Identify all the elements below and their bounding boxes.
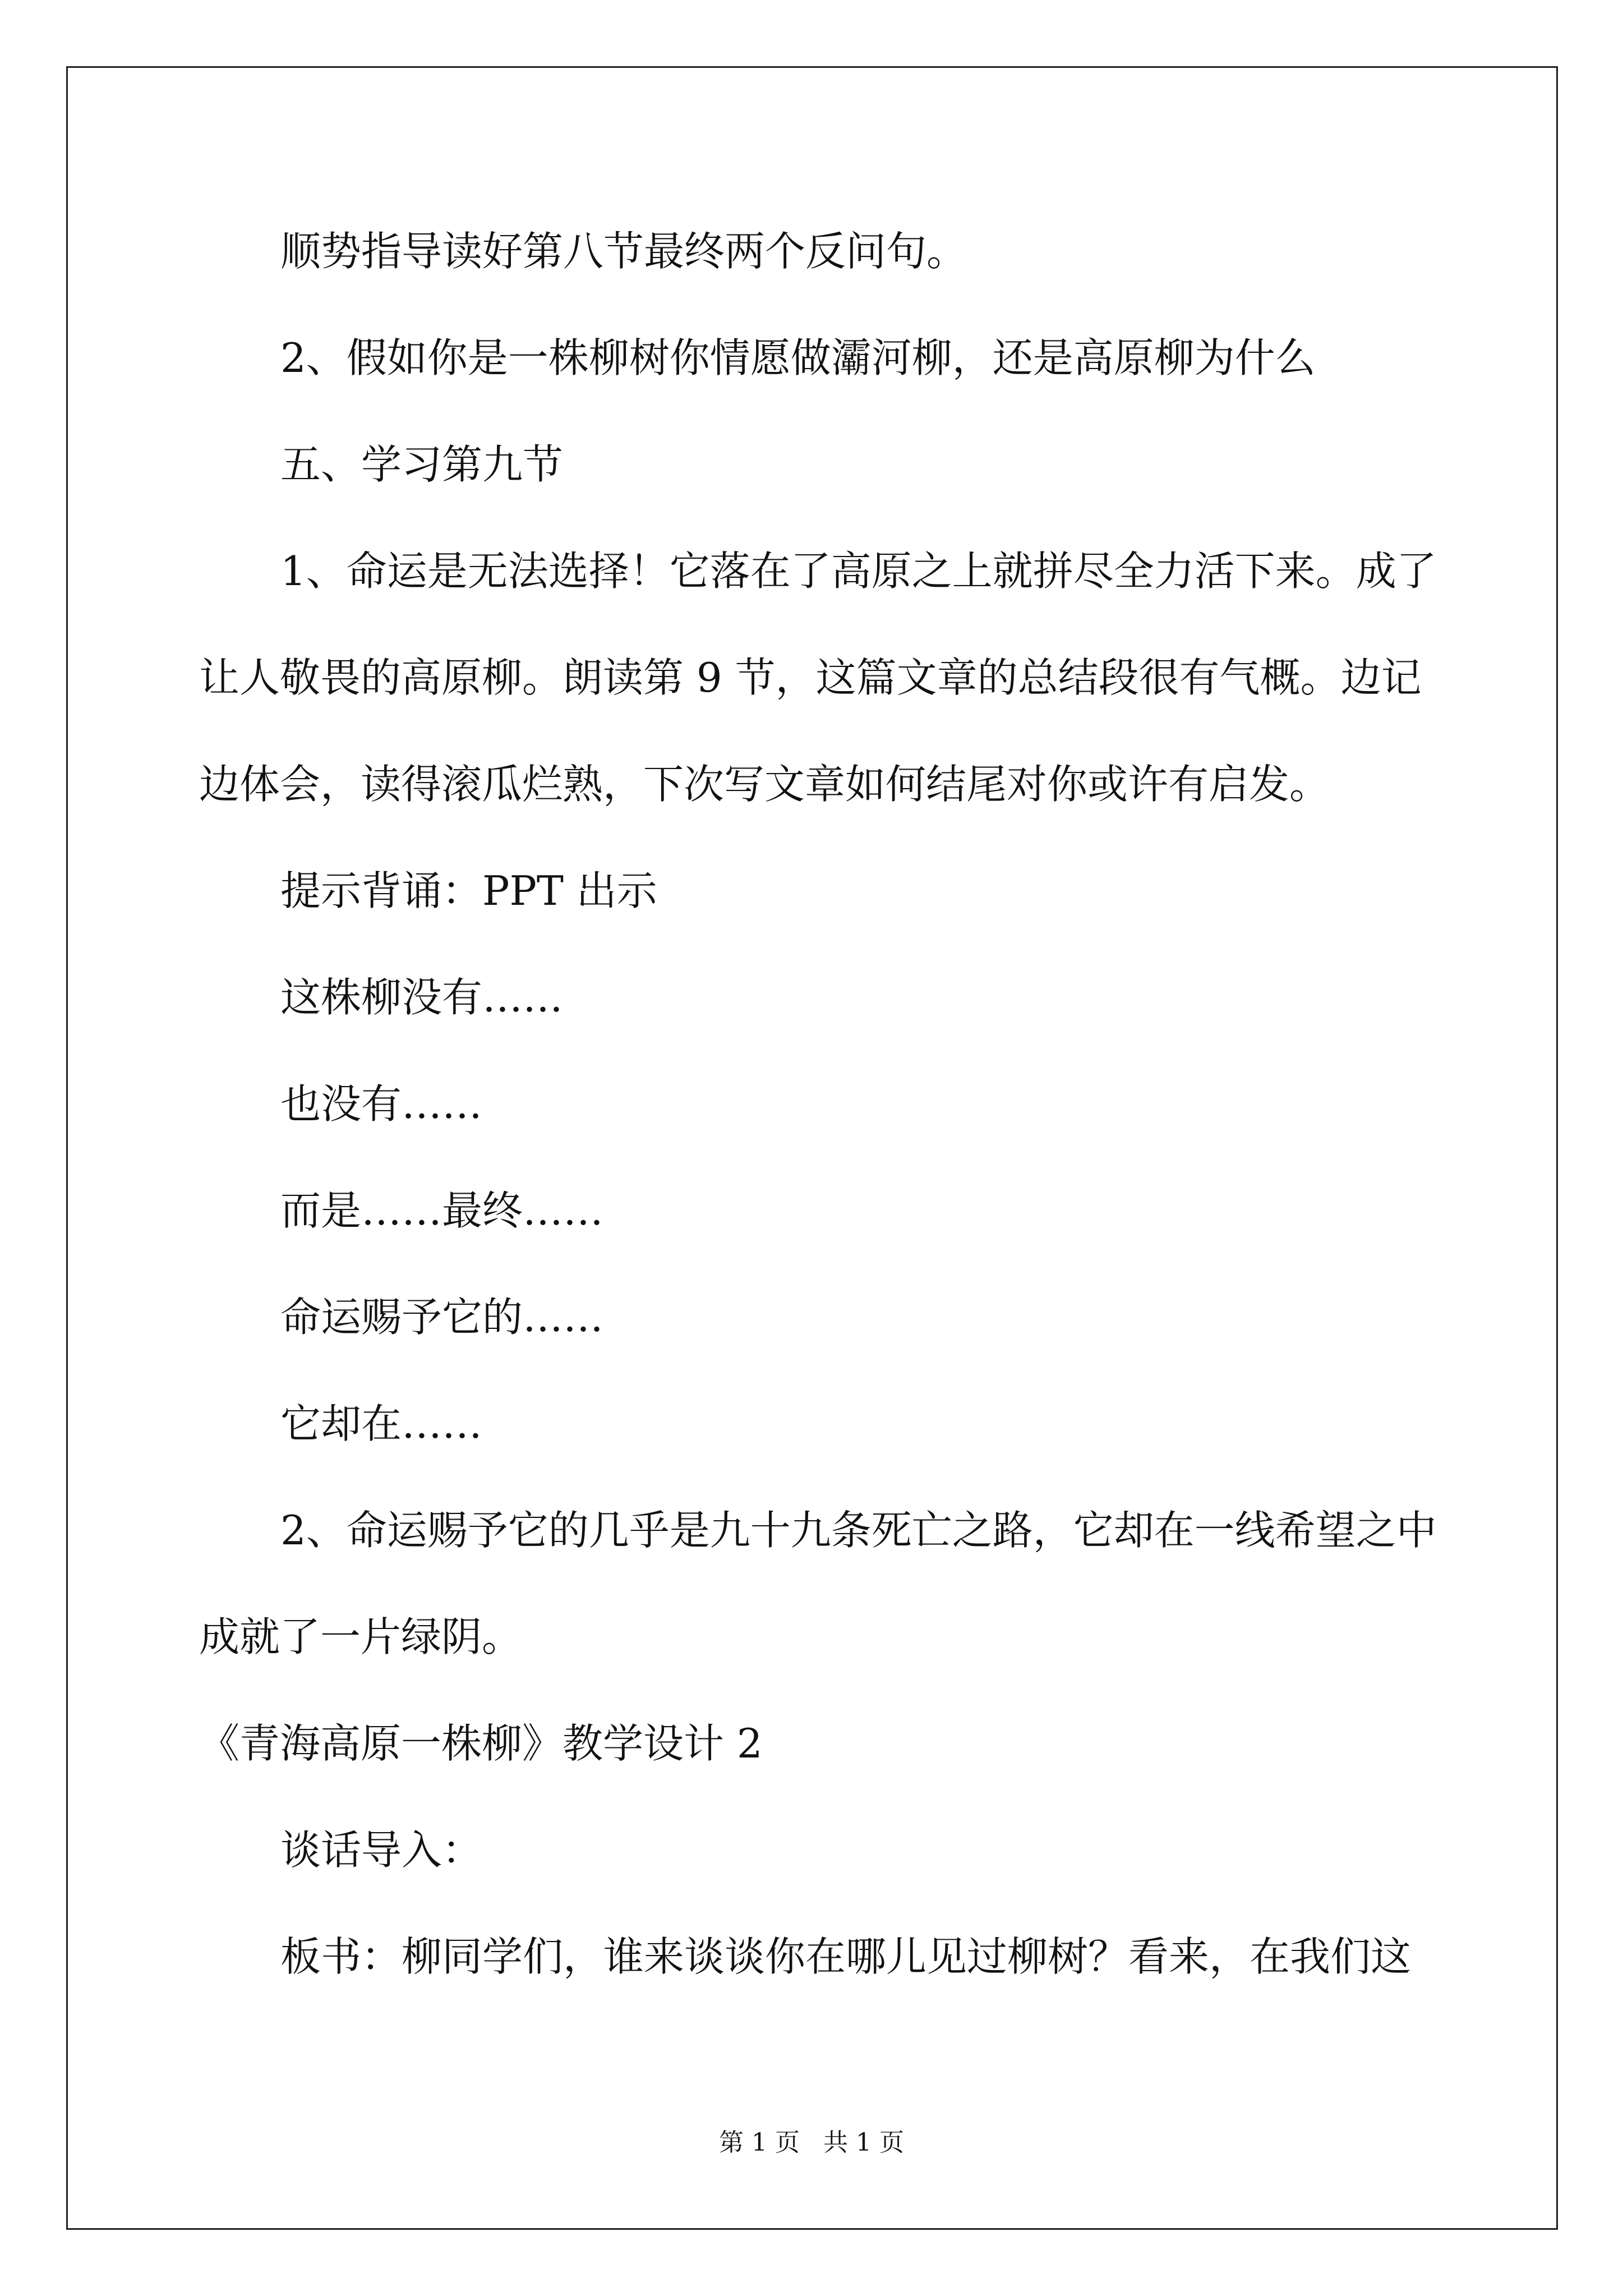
paragraph-line: 让人敬畏的高原柳。朗读第 9 节，这篇文章的总结段很有气概。边记 bbox=[199, 654, 1422, 701]
page-number: 第 1 页 bbox=[719, 2128, 800, 2157]
paragraph-line: 2、命运赐予它的几乎是九十九条死亡之路，它却在一线希望之中 bbox=[280, 1507, 1437, 1554]
document-section-title: 《青海高原一株柳》教学设计 2 bbox=[199, 1720, 763, 1767]
paragraph-line: 板书：柳同学们，谁来谈谈你在哪儿见过柳树？看来，在我们这 bbox=[280, 1933, 1412, 1980]
paragraph-line: 它却在…… bbox=[280, 1400, 483, 1447]
paragraph-line: 成就了一片绿阴。 bbox=[199, 1613, 523, 1660]
paragraph-line: 谈话导入： bbox=[280, 1826, 483, 1874]
paragraph-line: 而是……最终…… bbox=[280, 1187, 604, 1234]
section-heading: 五、学习第九节 bbox=[280, 441, 564, 488]
paragraph-line: 2、假如你是一株柳树你情愿做灞河柳，还是高原柳为什么 bbox=[280, 334, 1316, 381]
page-total: 共 1 页 bbox=[823, 2128, 904, 2157]
page-border bbox=[66, 66, 1558, 2230]
paragraph-line: 这株柳没有…… bbox=[280, 974, 564, 1021]
paragraph-line: 也没有…… bbox=[280, 1080, 483, 1128]
page-footer bbox=[0, 2126, 1623, 2160]
paragraph-line: 命运赐予它的…… bbox=[280, 1294, 604, 1341]
paragraph-line: 顺势指导读好第八节最终两个反问句。 bbox=[280, 228, 967, 275]
paragraph-line: 1、命运是无法选择！它落在了高原之上就拼尽全力活下来。成了 bbox=[280, 547, 1437, 595]
paragraph-line: 边体会，读得滚瓜烂熟，下次写文章如何结尾对你或许有启发。 bbox=[199, 761, 1330, 808]
paragraph-line: 提示背诵：PPT 出示 bbox=[280, 867, 657, 914]
